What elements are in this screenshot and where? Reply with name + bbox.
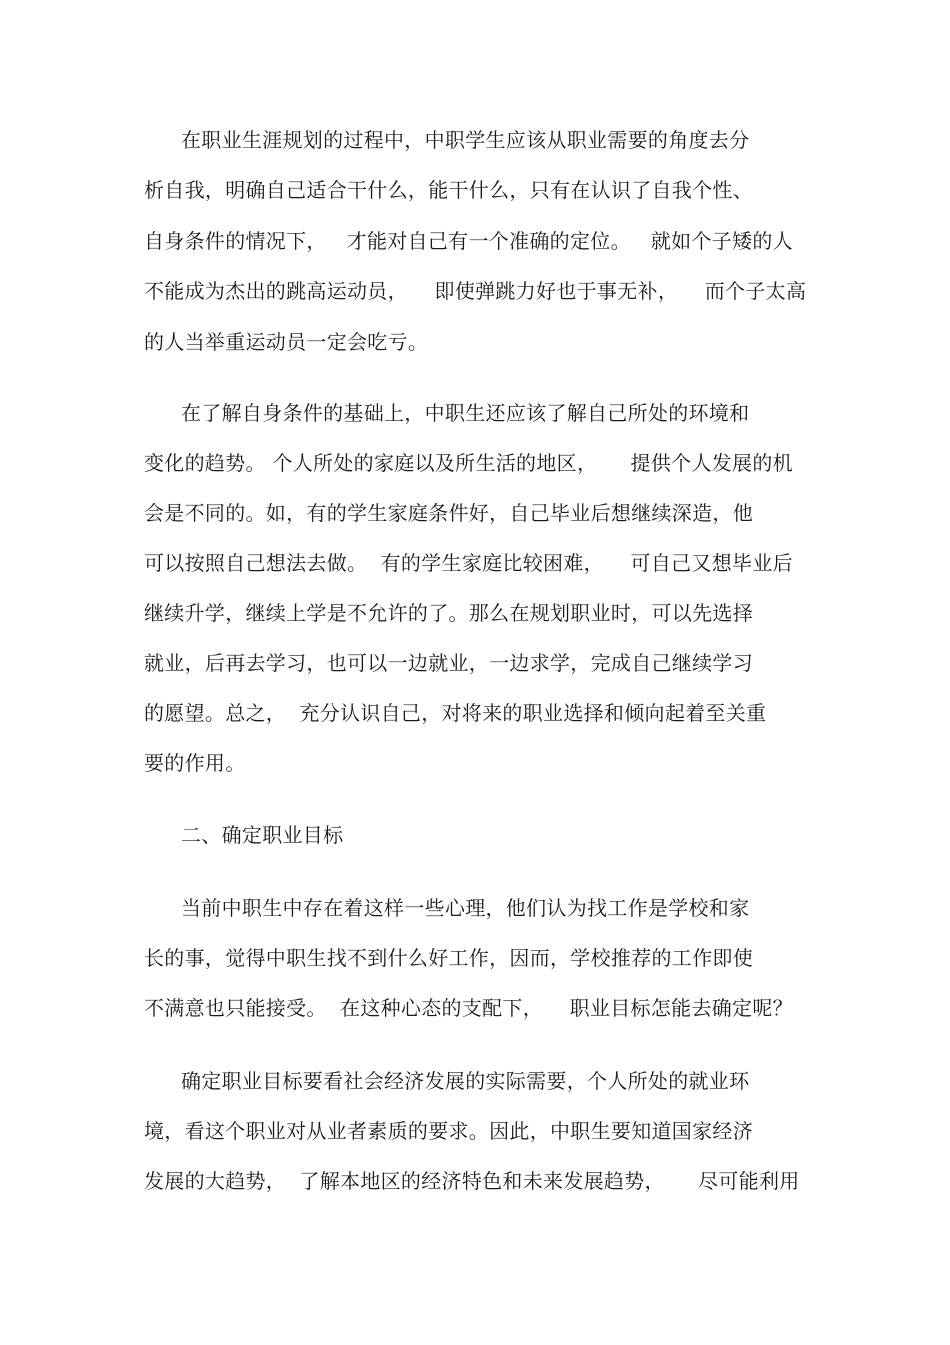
text-line: 在职业生涯规划的过程中，中职学生应该从职业需要的角度去分 [181, 128, 750, 152]
text-line: 当前中职生中存在着这样一些心理，他们认为找工作是学校和家 [181, 896, 750, 920]
text-line: 长的事，觉得中职生找不到什么好工作，因而，学校推荐的工作即使 [144, 946, 753, 970]
text-line: 在了解自身条件的基础上，中职生还应该了解自己所处的环境和 [181, 401, 750, 425]
text-line: 会是不同的。如，有的学生家庭条件好，自己毕业后想继续深造，他 [144, 501, 753, 525]
text-line: 自身条件的情况下， 才能对自己有一个准确的定位。 就如个子矮的人 [144, 229, 793, 253]
text-line: 变化的趋势。 个人所处的家庭以及所生活的地区， 提供个人发展的机 [144, 451, 793, 475]
text-line: 析自我，明确自己适合干什么，能干什么，只有在认识了自我个性、 [144, 178, 753, 202]
text-line: 发展的大趋势， 了解本地区的经济特色和未来发展趋势， 尽可能利用 [144, 1169, 800, 1193]
text-line: 不满意也只能接受。 在这种心态的支配下， 职业目标怎能去确定呢？ [144, 996, 793, 1020]
text-line: 不能成为杰出的跳高运动员， 即使弹跳力好也于事无补， 而个子太高 [144, 279, 807, 303]
section-heading-text: 二、确定职业目标 [181, 823, 344, 847]
text-line: 的人当举重运动员一定会吃亏。 [144, 330, 429, 354]
text-line: 确定职业目标要看社会经济发展的实际需要，个人所处的就业环 [181, 1069, 750, 1093]
text-line: 继续升学，继续上学是不允许的了。那么在规划职业时，可以先选择 [144, 601, 753, 625]
text-line: 可以按照自己想法去做。 有的学生家庭比较困难， 可自己又想毕业后 [144, 551, 793, 575]
text-line: 的愿望。总之， 充分认识自己，对将来的职业选择和倾向起着至关重 [144, 701, 767, 725]
text-line: 要的作用。 [144, 751, 246, 775]
text-line: 境，看这个职业对从业者素质的要求。因此，中职生要知道国家经济 [144, 1119, 753, 1143]
text-line: 就业，后再去学习，也可以一边就业，一边求学，完成自己继续学习 [144, 651, 753, 675]
